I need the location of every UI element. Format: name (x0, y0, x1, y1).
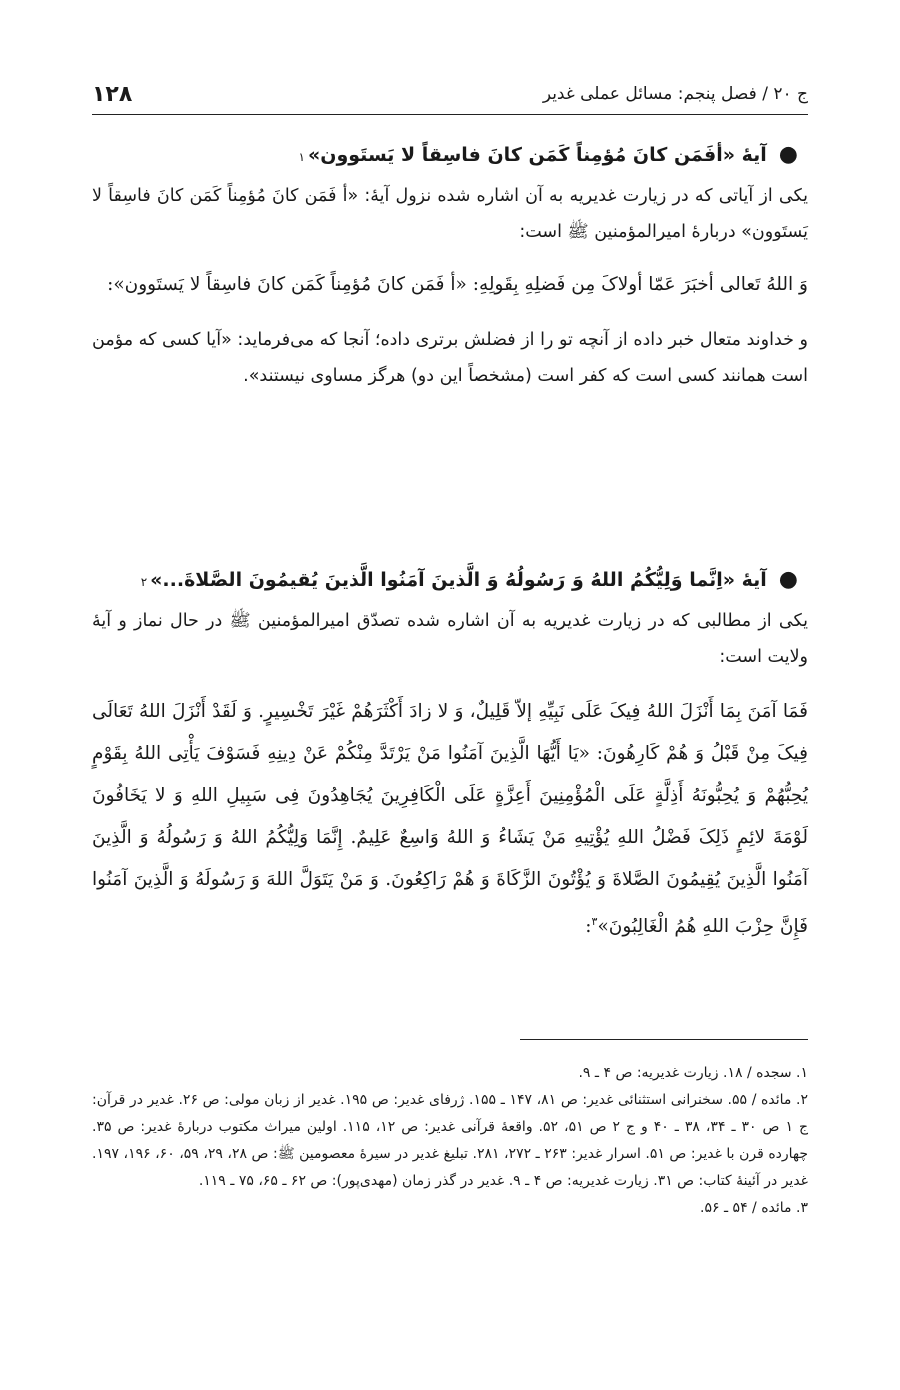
section-1-translation: و خداوند متعال خبر داده از آنچه تو را از فضلش برتری داده؛ آنجا که می‌فرماید: «آیا کسی که مؤمن است همانند کسی است که کفر است (مشخصاً این دو) هرگز مساوی نیستند». (92, 330, 808, 386)
section-1-intro: یکی از آیاتی که در زیارت غدیریه به آن اشاره شده نزول آیهٔ: «أ فَمَن کانَ مُؤمِناً کَمَن کانَ فاسِقاً لا یَستَوون» دربارهٔ امیرالمؤمنین ﷺ است: (92, 186, 808, 242)
footnote-3: ۳. مائده / ۵۴ ـ ۵۶. (700, 1200, 808, 1216)
bullet-icon: ● (778, 567, 798, 592)
page-number: ۱۲۸ (92, 81, 133, 107)
footnote-2: ۲. مائده / ۵۵. سخنرانی استثنائی غدیر: ص ۸۱، ۱۴۷ ـ ۱۵۵. ژرفای غدیر: ص ۱۹۵. غدیر از زبان مولی: ص ۲۶. غدیر در قرآن: ج ۱ ص ۳۰ ـ ۳۴، ۳۸ ـ ۴۰ و ج ۲ ص ۵۱، ۵۲. واقعهٔ قرآنی غدیر: ص ۱۲، ۱۱۵. اولین میراث مکتوب دربارهٔ غدیر: ص ۳۵. چهارده قرن با غدیر: ص ۵۱. اسرار غدیر: ۲۶۳ ـ ۲۷۲، ۲۸۱. تبلیغ غدیر در سیرهٔ معصومین ﷺ: ص ۲۸، ۲۹، ۵۹، ۶۰، ۱۹۶، ۱۹۷. غدیر در آئینهٔ کتاب: ص ۳۱. زیارت غدیریه: ص ۴ ـ ۹. غدیر در گذر زمان (مهدی‌پور): ص ۶۲ ـ ۶۵، ۷۵ ـ ۱۱۹. (92, 1092, 809, 1189)
footnote-1: ۱. سجده / ۱۸. زیارت غدیریه: ص ۴ ـ ۹. (578, 1065, 808, 1081)
running-title: ج ۲۰ / فصل پنجم: مسائل عملی غدیر (542, 84, 808, 104)
section-1-heading-text: آیهٔ «أفَمَن کانَ مُؤمِناً کَمَن کانَ فاسِقاً لا یَستَوون» (307, 144, 767, 166)
section-1-heading (92, 140, 808, 172)
section-1 (92, 140, 808, 394)
section-1-arabic-quote: وَ اللهُ تَعالی أخبَرَ عَمّا أولاکَ مِن فَضلِهِ بِقَولِهِ: «أ فَمَن کانَ مُؤمِناً کَمَن کانَ فاسِقاً لا یَستَوون»: (107, 274, 808, 295)
section-2-intro: یکی از مطالبی که در زیارت غدیریه به آن اشاره شده تصدّق امیرالمؤمنین ﷺ در حال نماز و آیهٔ ولایت است: (92, 611, 808, 667)
footnote-ref-2: ۲ (140, 575, 148, 589)
bullet-icon: ● (778, 142, 798, 167)
section-2-heading (92, 565, 808, 597)
section-2 (92, 565, 808, 948)
footnotes (92, 1060, 808, 1222)
page-header (92, 74, 808, 115)
section-2-heading-text: آیهٔ «اِنَّما وَلِیُّکُمُ اللهُ وَ رَسُولُهُ وَ الَّذینَ آمَنُوا الَّذینَ یُقیمُونَ الصَّلاةَ...» (150, 569, 767, 591)
section-2-arabic-quote: فَمَا آمَنَ بِمَا أَنْزَلَ اللهُ فِیکَ عَلَى نَبِیِّهِ إلاّ قَلِیلٌ، وَ لا زادَ أَکْثَرَهُمْ غَیْرَ تَخْسِیرٍ. وَ لَقَدْ أَنْزَلَ اللهُ تَعَالَى فِیکَ مِنْ قَبْلُ وَ هُمْ کَارِهُونَ: «یَا أَیُّهَا الَّذِینَ آمَنُوا مَنْ یَرْتَدَّ مِنْکُمْ عَنْ دِینِهِ فَسَوْفَ یَأْتِی اللهُ بِقَوْمٍ یُحِبُّهُمْ وَ یُحِبُّونَهُ أَذِلَّةٍ عَلَى الْمُؤْمِنِینَ أَعِزَّةٍ عَلَى الْکَافِرِینَ یُجَاهِدُونَ فِی سَبِیلِ اللهِ وَ لا یَخَافُونَ لَوْمَةَ لائِمٍ ذَلِکَ فَضْلُ اللهِ یُؤْتِیهِ مَنْ یَشَاءُ وَ اللهُ وَاسِعٌ عَلِیمٌ. إِنَّمَا وَلِیُّکُمُ اللهُ وَ رَسُولُهُ وَ الَّذِینَ آمَنُوا الَّذِینَ یُقِیمُونَ الصَّلاةَ وَ یُؤْتُونَ الزَّکَاةَ وَ هُمْ رَاکِعُونَ. وَ مَنْ یَتَوَلَّ اللهَ وَ رَسُولَهُ وَ الَّذِینَ آمَنُوا فَإِنَّ حِزْبَ اللهِ هُمُ الْغَالِبُونَ»$^۳$: (92, 701, 808, 938)
footnote-ref-1: ۱ (298, 150, 305, 164)
section-2-arabic-text: فَمَا آمَنَ بِمَا أَنْزَلَ اللهُ فِیکَ عَلَى نَبِیِّهِ إلاّ قَلِیلٌ، وَ لا زادَ أَکْثَرَهُمْ غَیْرَ تَخْسِیرٍ. وَ لَقَدْ أَنْزَلَ اللهُ تَعَالَى فِیکَ مِنْ قَبْلُ وَ هُمْ کَارِهُونَ: «یَا أَیُّهَا الَّذِینَ آمَنُوا مَنْ یَرْتَدَّ مِنْکُمْ عَنْ دِینِهِ فَسَوْفَ یَأْتِی اللهُ بِقَوْمٍ یُحِبُّهُمْ وَ یُحِبُّونَهُ أَذِلَّةٍ عَلَى الْمُؤْمِنِینَ أَعِزَّةٍ عَلَى الْکَافِرِینَ یُجَاهِدُونَ فِی سَبِیلِ اللهِ وَ لا یَخَافُونَ لَوْمَةَ لائِمٍ ذَلِکَ فَضْلُ اللهِ یُؤْتِیهِ مَنْ یَشَاءُ وَ اللهُ وَاسِعٌ عَلِیمٌ. إِنَّمَا وَلِیُّکُمُ اللهُ وَ رَسُولُهُ وَ الَّذِینَ آمَنُوا الَّذِینَ یُقِیمُونَ الصَّلاةَ وَ یُؤْتُونَ الزَّکَاةَ وَ هُمْ رَاکِعُونَ. وَ مَنْ یَتَوَلَّ اللهَ وَ رَسُولَهُ وَ الَّذِینَ آمَنُوا فَإِنَّ حِزْبَ اللهِ هُمُ الْغَالِبُونَ» (92, 701, 808, 938)
footnote-ref-3: ۳ (591, 915, 598, 928)
footnote-separator (520, 1039, 808, 1040)
